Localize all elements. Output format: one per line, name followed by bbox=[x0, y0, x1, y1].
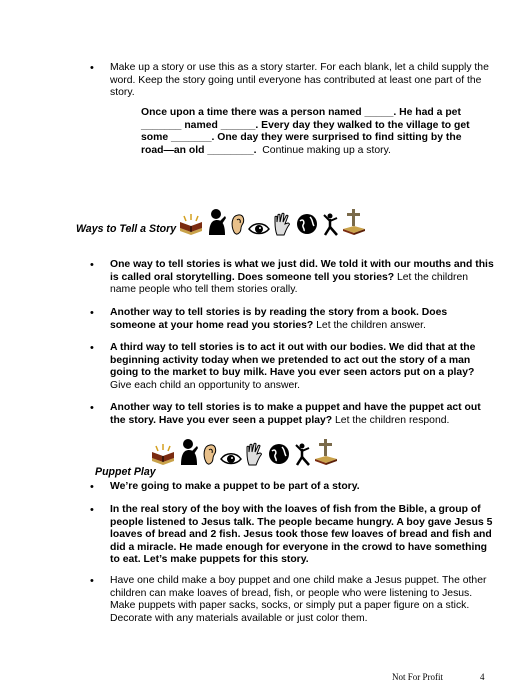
eye-icon bbox=[248, 220, 270, 236]
book-icon bbox=[150, 442, 176, 466]
praying-child-icon bbox=[178, 438, 200, 466]
figure-arms-raised-icon bbox=[294, 442, 312, 466]
intro-bullet: • Make up a story or use this as a story starter. For each blank, let a child supply the word. Keep the story going until everyone has contributed at least one part of the story. bbox=[110, 62, 495, 100]
cross-bible-icon bbox=[342, 208, 366, 236]
cross-bible-icon bbox=[314, 438, 338, 466]
ways-item-puppet: • Another way to tell stories is to make a puppet and have the puppet act out the story. Have you ever seen a puppet play? Let the children respond. bbox=[110, 402, 495, 427]
figure-arms-raised-icon bbox=[322, 212, 340, 236]
puppet-item-intro: • We’re going to make a puppet to be part of a story. bbox=[110, 481, 495, 494]
hand-icon bbox=[272, 212, 292, 236]
ways-item-reading: • Another way to tell stories is by reading the story from a book. Does someone at your home read you stories? Let the children answer. bbox=[110, 307, 495, 332]
story-starter-bold: Once upon a time there was a person named _____. He had a pet _______ named ______. Every day they walked to the village to get some _______. One day they were surprised to find sitting by the road—an old ________. bbox=[141, 107, 470, 156]
globe-head-icon bbox=[266, 442, 292, 466]
ear-icon bbox=[230, 212, 246, 236]
eye-icon bbox=[220, 450, 242, 466]
ways-item-acting: • A third way to tell stories is to act it out with our bodies. We did that at the beginning activity today when we pretended to act out the story of a man going to the market to buy milk. Have you ever seen actors put on a play? Give each child an opportunity to answer. bbox=[110, 342, 495, 392]
puppet-icon-strip bbox=[150, 438, 340, 466]
ways-item-oral: • One way to tell stories is what we just did. We told it with our mouths and this is called oral storytelling. Does someone tell you stories? Let the children name people who tell them stories orally. bbox=[110, 259, 495, 297]
praying-child-icon bbox=[206, 208, 228, 236]
ways-icon-strip bbox=[178, 208, 368, 236]
story-starter bbox=[141, 107, 476, 157]
footer-text: Not For Profit bbox=[392, 672, 444, 682]
story-starter-plain: Continue making up a story. bbox=[262, 144, 391, 156]
hand-icon bbox=[244, 442, 264, 466]
puppet-heading: Puppet Play bbox=[95, 466, 156, 478]
ear-icon bbox=[202, 442, 218, 466]
puppet-item-instructions: • Have one child make a boy puppet and one child make a Jesus puppet. The other children can make loaves of bread, fish, or people who were listening to Jesus. Make puppets with paper sacks, socks, or simply put a paper figure on a stick. Decorate with any materials available or just color them. bbox=[110, 575, 495, 625]
globe-head-icon bbox=[294, 212, 320, 236]
ways-heading: Ways to Tell a Story bbox=[76, 223, 177, 235]
puppet-item-story: • In the real story of the boy with the loaves of fish from the Bible, a group of people listened to Jesus talk. The people became hungry. A boy gave Jesus 5 loaves of bread and 2 fish. Jesus took those few loaves of bread and fish and did a miracle. He made enough for everyone in the crowd to have something to eat. Let’s make puppets for this story. bbox=[110, 504, 495, 567]
book-icon bbox=[178, 212, 204, 236]
page-number: 4 bbox=[480, 672, 485, 682]
